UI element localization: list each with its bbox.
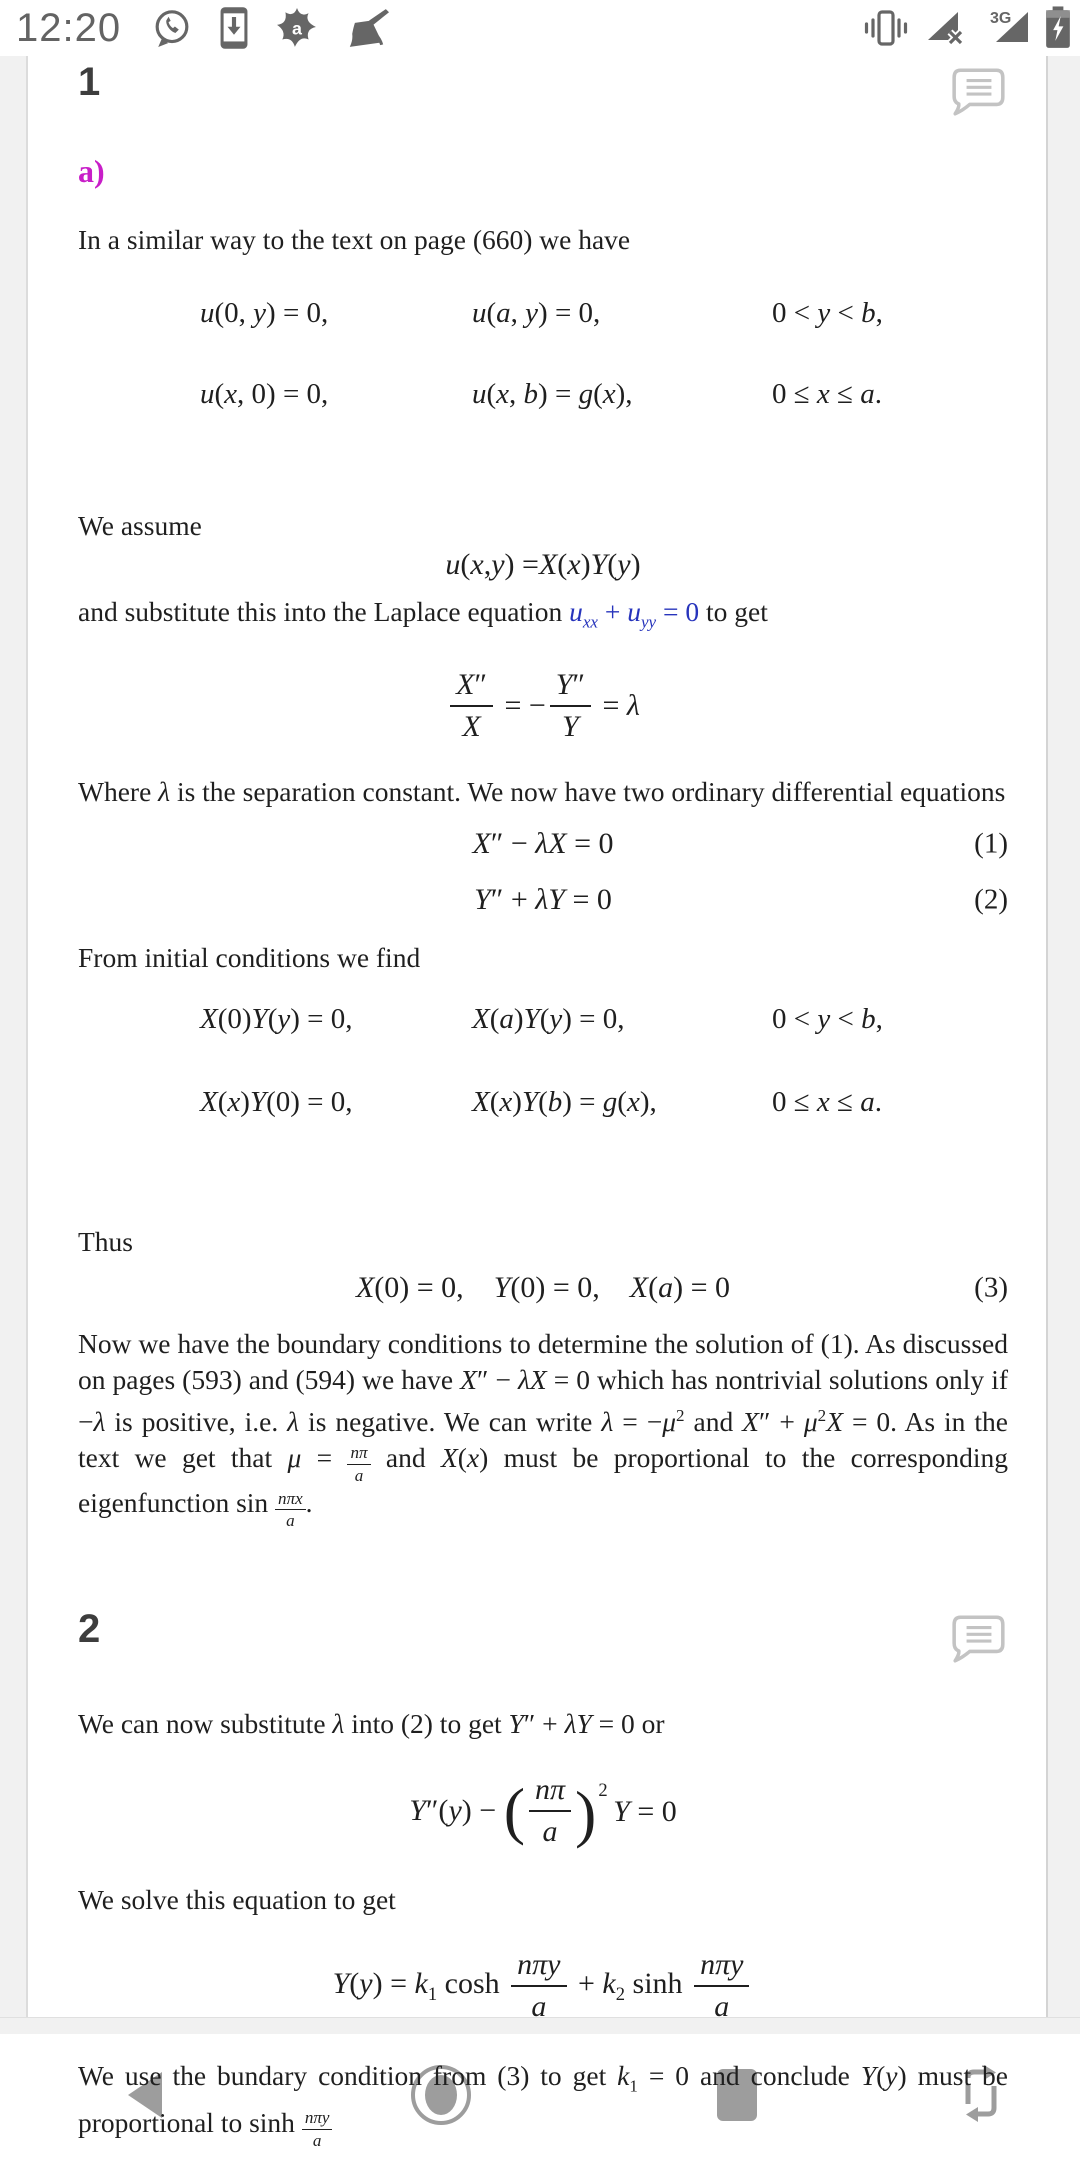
equation: 0 ≤ x ≤ a. bbox=[772, 1085, 882, 1118]
boundary-conditions-row-2 bbox=[200, 377, 1008, 412]
substitute-pre: and substitute this into the Laplace equation bbox=[78, 595, 570, 627]
equation: X(x)Y(0) = 0, bbox=[200, 1085, 353, 1118]
where-lambda-text: Where λ is the separation constant. We now have two ordinary differential equations bbox=[78, 776, 1006, 808]
section-2-header bbox=[78, 1609, 1008, 1670]
clock: 12:20 bbox=[16, 6, 122, 50]
part-a-label: a) bbox=[78, 153, 105, 189]
vibrate-icon bbox=[862, 8, 910, 48]
annotation-icon[interactable] bbox=[950, 1613, 1008, 1670]
annotation-icon[interactable] bbox=[950, 66, 1008, 123]
equation: u(x, b) = g(x), bbox=[472, 377, 633, 410]
section-1-closing-paragraph: Now we have the boundary conditions to determine the solution of (1). As discussed on pages (593) and (594) we have X″ − λX = 0 which has nontrivial solutions only if −λ is positive, i.e. λ is negative. We can write $\lambda = -\mu^2$ and $X'' + \mu^2X = 0$. As in the text we get that μ = $\frac{n\pi}{a}$ and X(x) must be proportional to the corresponding eigenfunction sin nπx a . bbox=[78, 1327, 1008, 1531]
substitute-line bbox=[78, 594, 1008, 641]
y-solution-equation: $Y(y) = k_1$ cosh $\frac{\text{nπy}}{a}$ + $k_2$ sinh $\frac{\text{nπy}}{a}$ bbox=[78, 1936, 1008, 2036]
equation: X(0)Y(y) = 0, bbox=[200, 1003, 353, 1036]
notification-icons bbox=[151, 6, 391, 50]
equation-number-2: (2) bbox=[974, 883, 1008, 916]
equation: 0 ≤ x ≤ a. bbox=[772, 377, 882, 410]
signal-3g-icon bbox=[978, 8, 1030, 48]
network-type-label: 3G bbox=[990, 10, 1012, 27]
equation: X(x)Y(b) = g(x), bbox=[472, 1085, 657, 1118]
equation: Y″ + λY = 0 bbox=[474, 883, 612, 917]
pdf-viewer[interactable] bbox=[0, 56, 1080, 2150]
section-1-header bbox=[78, 62, 1008, 123]
equation: X″ − λX = 0 bbox=[472, 827, 614, 861]
combined-boundary-conditions-equation bbox=[78, 1266, 1008, 1310]
clean-master-broom-icon bbox=[345, 7, 391, 49]
pdf-page bbox=[28, 56, 1046, 2150]
ode-x-equation bbox=[78, 822, 1008, 866]
boundary-conditions-row-1 bbox=[200, 296, 1008, 331]
battery-charging-icon bbox=[1044, 6, 1072, 50]
equation: X(a)Y(y) = 0, bbox=[472, 1003, 625, 1036]
laplace-equation-link[interactable]: $u_{xx} + u_{yy} = 0$ bbox=[569, 595, 700, 632]
equation: u(0, y) = 0, bbox=[200, 297, 329, 329]
viewer-left-gutter bbox=[0, 56, 28, 2017]
separation-ratio-equation: $\frac{X''}{X}$ = − $\frac{Y''}{Y}$ = λ bbox=[78, 654, 1008, 758]
whatsapp-icon bbox=[151, 7, 193, 49]
initial-conditions-label: From initial conditions we find bbox=[78, 942, 421, 974]
signal-no-sim-icon bbox=[924, 8, 964, 48]
equation: 0 < y < b, bbox=[772, 297, 883, 329]
ode-y-equation bbox=[78, 878, 1008, 922]
avast-icon bbox=[275, 7, 319, 49]
solve-label: We solve this equation to get bbox=[78, 1884, 396, 1916]
y-ode-equation: Y″(y) − ( $\frac{n\pi}{a}$ ) $^2$ Y = 0 bbox=[409, 1773, 677, 1849]
intro-text: In a similar way to the text on page (660) we have bbox=[78, 224, 631, 255]
substitute-post: to get bbox=[699, 595, 768, 627]
thus-label: Thus bbox=[78, 1225, 133, 1257]
equation: X(0) = 0, Y(0) = 0, X(a) = 0 bbox=[355, 1270, 731, 1304]
equation: 0 < y < b, bbox=[772, 1003, 883, 1036]
section-2-lead: We can now substitute λ into (2) to get Y″ + λY = 0 or bbox=[78, 1708, 665, 1740]
system-status-icons bbox=[862, 6, 1072, 50]
separation-ansatz-equation: u ( x , y ) = X ( x ) Y ( y ) bbox=[445, 547, 641, 581]
section-1-number: 1 bbox=[78, 60, 101, 104]
initial-conditions-row-1 bbox=[200, 1002, 1008, 1037]
initial-conditions-row-2 bbox=[200, 1085, 1008, 1120]
section-2-final-paragraph: We use the bundary condition from (3) to get $k_1 = 0$ and conclude Y(y) must be proportional to sinh nπy a bbox=[78, 2060, 1008, 2150]
apk-download-icon bbox=[219, 6, 249, 50]
equation-number-3: (3) bbox=[974, 1271, 1008, 1304]
equation-number-1: (1) bbox=[974, 827, 1008, 860]
viewer-scrollbar-gutter[interactable] bbox=[1046, 56, 1080, 2017]
equation: u(x, 0) = 0, bbox=[200, 377, 329, 410]
status-bar bbox=[0, 0, 1080, 56]
svg-text:a: a bbox=[292, 18, 303, 39]
section-2-number: 2 bbox=[78, 1607, 101, 1652]
equation: u(a, y) = 0, bbox=[472, 297, 601, 329]
assume-label: We assume bbox=[78, 509, 202, 541]
